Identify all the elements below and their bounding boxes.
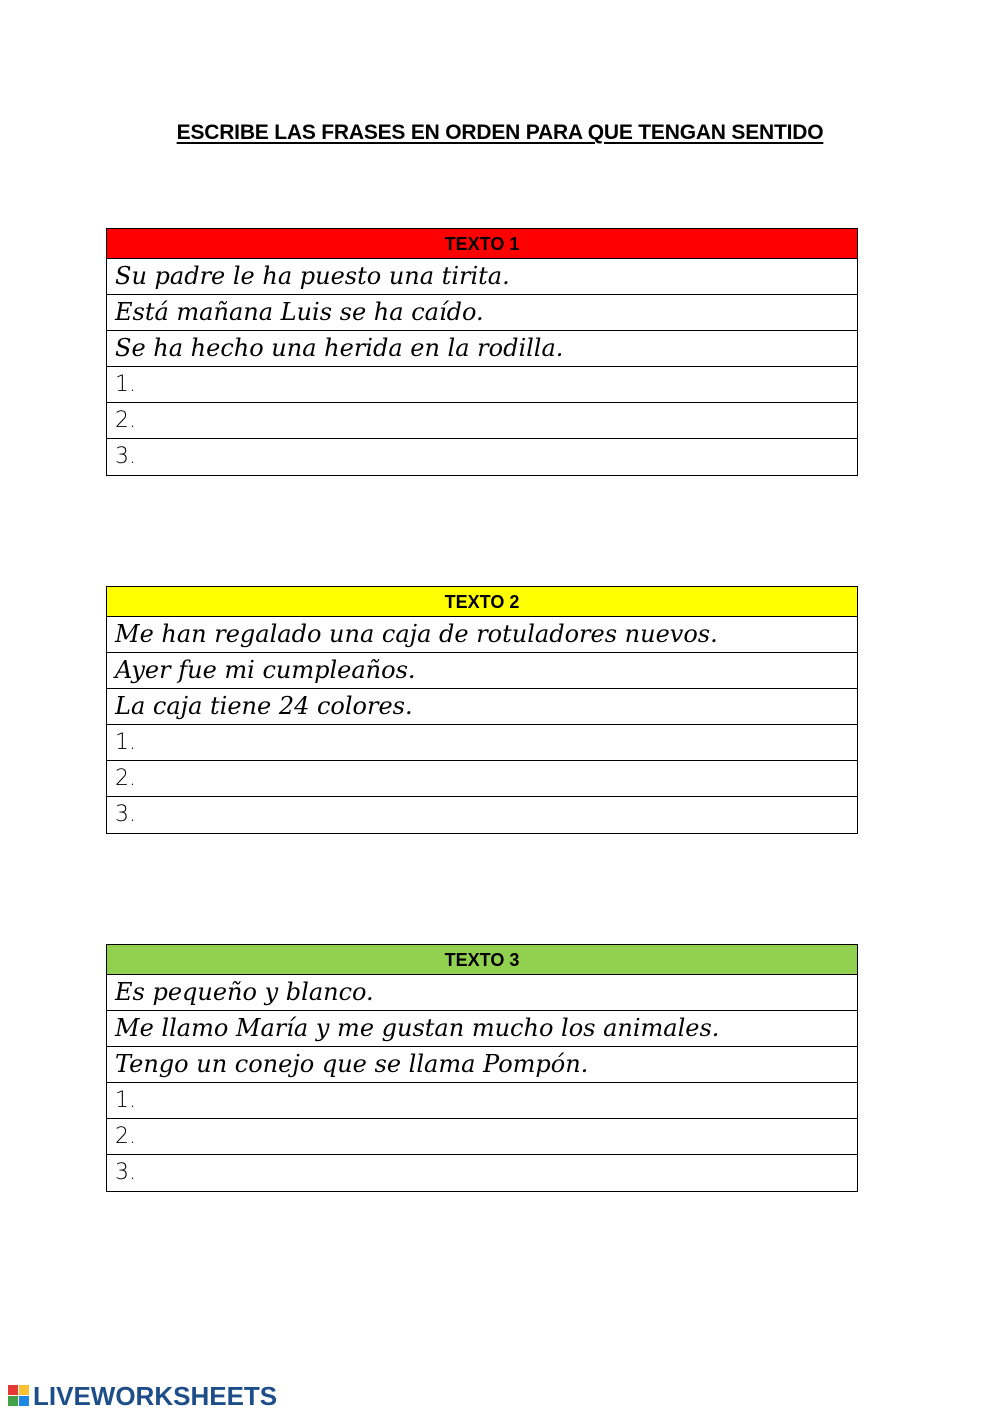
texto-2-header: TEXTO 2 <box>107 587 857 617</box>
answer-row-2[interactable] <box>107 761 857 797</box>
sentence-row: Me llamo María y me gustan mucho los animales. <box>107 1011 857 1047</box>
texto-1-header: TEXTO 1 <box>107 229 857 259</box>
answer-number: 2. <box>115 408 136 433</box>
answer-row-3[interactable] <box>107 1155 857 1191</box>
answer-row-3[interactable] <box>107 797 857 833</box>
sentence-row: Su padre le ha puesto una tirita. <box>107 259 857 295</box>
sentence-row: La caja tiene 24 colores. <box>107 689 857 725</box>
answer-row-1[interactable] <box>107 725 857 761</box>
answer-row-1[interactable] <box>107 367 857 403</box>
texto-2-table <box>106 586 858 834</box>
texto-3-header: TEXTO 3 <box>107 945 857 975</box>
answer-row-3[interactable] <box>107 439 857 475</box>
sentence-row: Está mañana Luis se ha caído. <box>107 295 857 331</box>
answer-number: 3. <box>115 1160 136 1185</box>
answer-number: 3. <box>115 444 136 469</box>
sentence-row: Me han regalado una caja de rotuladores nuevos. <box>107 617 857 653</box>
texto-1-table <box>106 228 858 476</box>
answer-row-2[interactable] <box>107 1119 857 1155</box>
answer-row-1[interactable] <box>107 1083 857 1119</box>
liveworksheets-logo[interactable] <box>8 1381 277 1411</box>
answer-number: 1. <box>115 1088 136 1113</box>
answer-number: 1. <box>115 730 136 755</box>
texto-3-table <box>106 944 858 1192</box>
answer-number: 2. <box>115 766 136 791</box>
answer-number: 3. <box>115 802 136 827</box>
page-title: ESCRIBE LAS FRASES EN ORDEN PARA QUE TENGAN SENTIDO <box>176 121 824 144</box>
sentence-row: Tengo un conejo que se llama Pompón. <box>107 1047 857 1083</box>
sentence-row: Es pequeño y blanco. <box>107 975 857 1011</box>
sentence-row: Ayer fue mi cumpleaños. <box>107 653 857 689</box>
answer-number: 2. <box>115 1124 136 1149</box>
answer-row-2[interactable] <box>107 403 857 439</box>
liveworksheets-logo-icon <box>8 1385 30 1407</box>
sentence-row: Se ha hecho una herida en la rodilla. <box>107 331 857 367</box>
logo-text: LIVEWORKSHEETS <box>33 1380 278 1411</box>
answer-number: 1. <box>115 372 136 397</box>
